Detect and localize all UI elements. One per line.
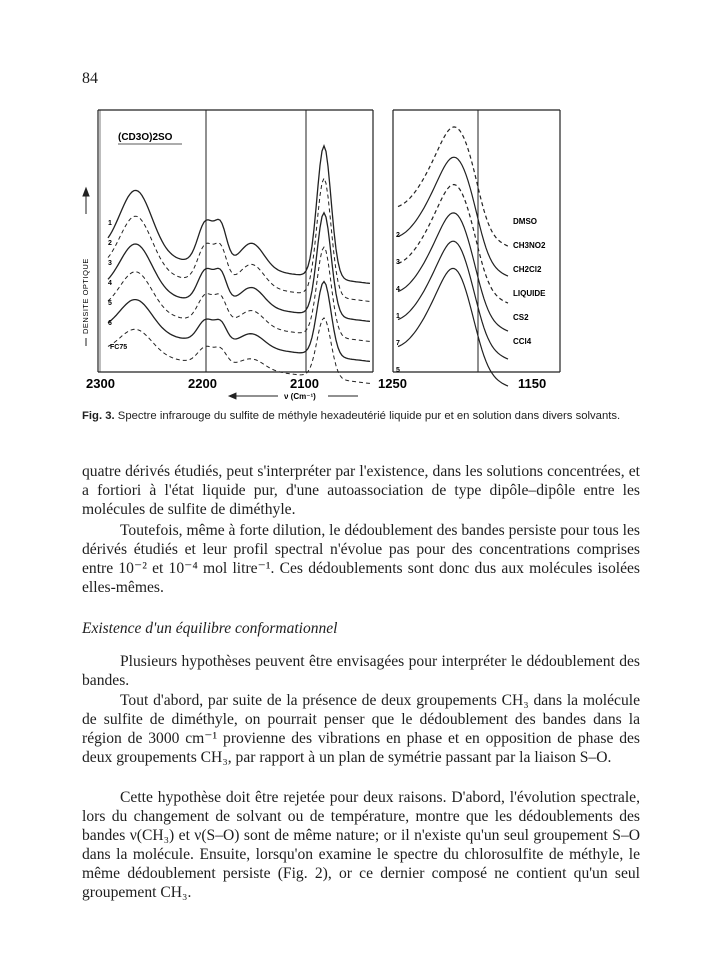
left-trace-label-4: 4 [108,280,112,287]
right-trace-1 [398,127,508,246]
paragraph-5: Cette hypothèse doit être rejetée pour deux raisons. D'abord, l'évolution spectrale, lors du changement de solvant ou de température, montre que les dédoublements des bandes ν(CH₃) et ν(S–O) sont de même nature; or il n'existe qu'un seul groupement S–O dans la molécule. Ensuite, lorsqu'on examine le spectre du chlorosulfite de méthyle, le même dédoublement persiste (Fig. 2), or ce dernier composé ne contient qu'un seul groupement CH₃. [82,789,640,901]
left-trace-label-1: 1 [108,220,112,227]
paragraph-4: Tout d'abord, par suite de la présence de deux groupements CH₃ dans la molécule de sulfite de diméthyle, on pourrait penser que le dédoublement des bandes dans la région de 3000 cm⁻¹ provienne des vibrations en phase et en opposition de phase des deux groupements CH₃, par rapport à un plan de symétrie passant par la liaison S–O. [82,692,640,766]
left-trace-6 [108,318,370,384]
right-trace-number-1: 1 [396,313,400,320]
right-panel-traces [398,127,508,386]
right-trace-6 [398,269,508,387]
ir-spectrum-figure [78,102,578,402]
right-trace-number-7: 7 [396,340,400,347]
right-trace-number-4: 4 [396,286,400,293]
paragraph-3: Plusieurs hypothèses peuvent être envisagées pour interpréter le dédoublement des bandes. [82,653,640,689]
x-tick-2200: 2200 [188,376,217,391]
x-tick-1250: 1250 [378,376,407,391]
right-trace-number-3: 3 [396,259,400,266]
figure-caption [82,408,642,424]
left-trace-label-5: 5 [108,300,112,307]
solvent-label-liquide: LIQUIDE [513,289,546,298]
solvent-label-ch2cl2: CH2Cl2 [513,265,542,274]
right-trace-number-5: 5 [396,367,400,374]
left-panel-traces [108,146,370,384]
left-trace-labels [108,220,127,351]
paragraph-2: Toutefois, même à forte dilution, le dédoublement des bandes persiste pour tous les dérivés étudiés et leur profil spectral n'évolue pas pour des concentrations comprises entre 10⁻² et 10⁻⁴ mol litre⁻¹. Ces dédoublements sont donc dus aux molécules isolées elles-mêmes. [82,522,640,596]
solvent-label-dmso: DMSO [513,217,537,226]
right-trace-5 [398,241,508,359]
left-panel-frame [98,110,373,372]
caption-text: Spectre infrarouge du sulfite de méthyle hexadeutérié liquide pur et en solution dans divers solvants. [117,410,621,422]
right-trace-3 [398,185,508,304]
solvent-label-ch3no2: CH3NO2 [513,241,546,250]
right-trace-2 [398,157,508,276]
page-number: 84 [82,70,98,87]
x-tick-2300: 2300 [86,376,115,391]
paragraph-1: quatre dérivés étudiés, peut s'interpréter par l'existence, dans les solutions concentrées, et a fortiori à l'état liquide pur, d'une autoassociation de type dipôle–dipôle entre les molécules de sulfite de diméthyle. [82,463,640,518]
left-trace-label-3: 3 [108,260,112,267]
right-trace-number-2: 2 [396,232,400,239]
y-axis-label: DENSITE OPTIQUE [81,258,90,334]
left-trace-5 [108,282,370,362]
x-axis-label: ν (Cm⁻¹) [284,392,316,401]
solvent-label-ccl4: CCl4 [513,337,532,346]
x-tick-2100: 2100 [290,376,319,391]
left-trace-label-6: 6 [108,320,112,327]
left-trace-3 [108,213,370,322]
left-trace-label-2: 2 [108,240,112,247]
caption-label: Fig. 3. [82,410,115,422]
left-trace-1 [108,146,370,284]
solvent-label-cs2: CS2 [513,313,529,322]
left-panel-label: (CD3O)2SO [118,132,173,143]
right-trace-labels [396,217,546,374]
fc75-label: FC75 [110,344,128,351]
x-tick-1150: 1150 [518,376,547,391]
section-heading: Existence d'un équilibre conformationnel [82,620,338,637]
